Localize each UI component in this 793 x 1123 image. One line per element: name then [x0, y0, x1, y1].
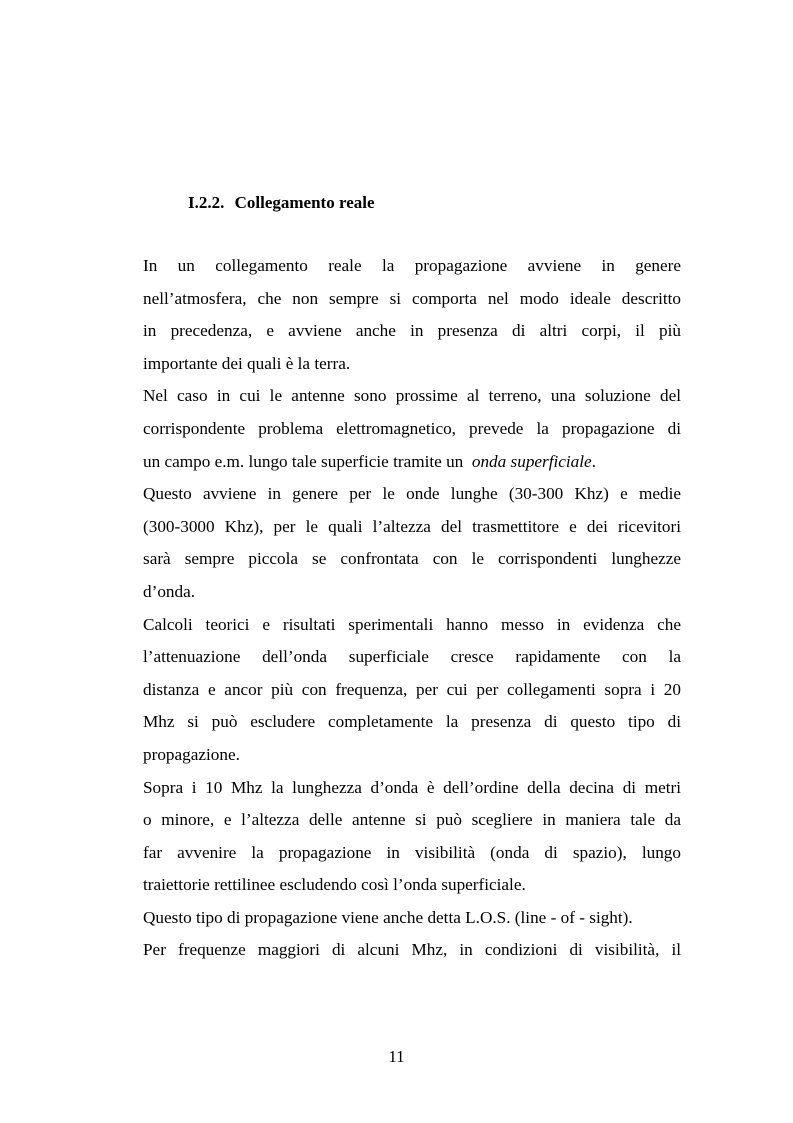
text-line: o minore, e l’altezza delle antenne si può scegliere in maniera tale da [143, 810, 681, 830]
section-heading [188, 191, 375, 215]
section-number: I.2.2. [188, 193, 225, 212]
section-title: Collegamento reale [234, 193, 375, 212]
text-line: Nel caso in cui le antenne sono prossime al terreno, una soluzione del [143, 386, 681, 406]
text-line: nell’atmosfera, che non sempre si comporta nel modo ideale descritto [143, 288, 681, 308]
text-line: Mhz si può escludere completamente la presenza di questo tipo di [143, 712, 681, 732]
text-line: corrispondente problema elettromagnetico, prevede la propagazione di [143, 418, 681, 438]
text-line: distanza e ancor più con frequenza, per cui per collegamenti sopra i 20 [143, 679, 681, 699]
text-line: propagazione. [143, 744, 240, 764]
text-line: traiettorie rettilinee escludendo così l’onda superficiale. [143, 875, 526, 895]
text-segment: . [591, 451, 596, 471]
text-line: Per frequenze maggiori di alcuni Mhz, in condizioni di visibilità, il [143, 940, 681, 960]
text-line: l’attenuazione dell’onda superficiale cresce rapidamente con la [143, 647, 681, 667]
text-line: far avvenire la propagazione in visibilità (onda di spazio), lungo [143, 842, 681, 862]
emphasized-term: onda superficiale [471, 451, 592, 471]
text-line [143, 446, 681, 479]
text-line: Questo avviene in genere per le onde lunghe (30-300 Khz) e medie [143, 484, 681, 504]
text-line: in precedenza, e avviene anche in presenza di altri corpi, il più [143, 321, 681, 341]
text-line: d’onda. [143, 581, 196, 601]
text-line: Calcoli teorici e risultati sperimentali hanno messo in evidenza che [143, 614, 681, 634]
text-segment: un campo e.m. lungo tale superficie tramite un [143, 451, 464, 471]
text-line: Sopra i 10 Mhz la lunghezza d’onda è dell’ordine della decina di metri [143, 777, 681, 797]
text-line: In un collegamento reale la propagazione avviene in genere [143, 256, 681, 275]
body-text [143, 250, 681, 967]
text-line: sarà sempre piccola se confrontata con le corrispondenti lunghezze [143, 549, 681, 569]
text-line: Questo tipo di propagazione viene anche detta L.O.S. (line - of - sight). [143, 907, 633, 927]
text-line: (300-3000 Khz), per le quali l’altezza del trasmettitore e dei ricevitori [143, 516, 681, 536]
page-number: 11 [388, 1047, 405, 1066]
text-line: importante dei quali è la terra. [143, 353, 351, 373]
